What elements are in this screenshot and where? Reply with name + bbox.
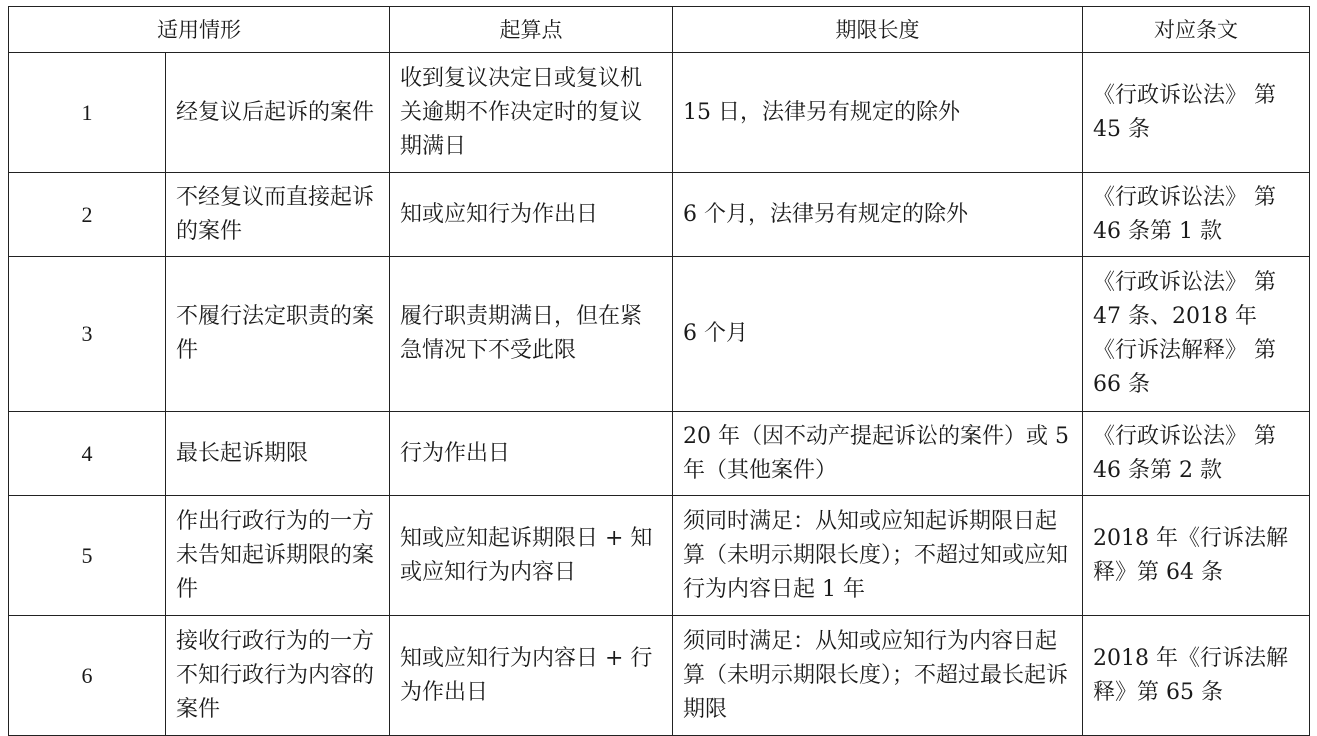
header-situation: 适用情形 <box>9 7 390 53</box>
table-row <box>9 616 1310 736</box>
row-situation: 接收行政行为的一方不知行政行为内容的案件 <box>166 616 390 736</box>
row-period-length: 须同时满足：从知或应知起诉期限日起算（未明示期限长度）；不超过知或应知行为内容日起 1 年 <box>673 496 1083 616</box>
row-article: 《行政诉讼法》 第 45 条 <box>1083 53 1310 173</box>
row-situation: 不履行法定职责的案件 <box>166 257 390 412</box>
row-situation: 最长起诉期限 <box>166 412 390 496</box>
table-header-row <box>9 7 1310 53</box>
row-period-length: 15 日，法律另有规定的除外 <box>673 53 1083 173</box>
header-period-length: 期限长度 <box>673 7 1083 53</box>
row-start-point: 知或应知行为内容日 + 行为作出日 <box>390 616 673 736</box>
row-number: 2 <box>9 173 166 257</box>
row-start-point: 收到复议决定日或复议机关逾期不作决定时的复议期满日 <box>390 53 673 173</box>
row-article: 《行政诉讼法》 第 46 条第 1 款 <box>1083 173 1310 257</box>
row-number: 5 <box>9 496 166 616</box>
limitation-period-table <box>8 6 1310 736</box>
row-start-point: 履行职责期满日，但在紧急情况下不受此限 <box>390 257 673 412</box>
row-situation: 不经复议而直接起诉的案件 <box>166 173 390 257</box>
row-situation: 经复议后起诉的案件 <box>166 53 390 173</box>
table-row <box>9 173 1310 257</box>
row-period-length: 6 个月，法律另有规定的除外 <box>673 173 1083 257</box>
row-article: 2018 年《行诉法解释》第 65 条 <box>1083 616 1310 736</box>
row-number: 6 <box>9 616 166 736</box>
row-article: 《行政诉讼法》 第 47 条、2018 年《行诉法解释》 第 66 条 <box>1083 257 1310 412</box>
header-start-point: 起算点 <box>390 7 673 53</box>
row-situation: 作出行政行为的一方未告知起诉期限的案件 <box>166 496 390 616</box>
row-start-point: 知或应知起诉期限日 + 知或应知行为内容日 <box>390 496 673 616</box>
row-period-length: 须同时满足：从知或应知行为内容日起算（未明示期限长度）；不超过最长起诉期限 <box>673 616 1083 736</box>
row-article: 2018 年《行诉法解释》第 64 条 <box>1083 496 1310 616</box>
table-row <box>9 496 1310 616</box>
row-period-length: 20 年（因不动产提起诉讼的案件）或 5 年（其他案件） <box>673 412 1083 496</box>
table-row <box>9 257 1310 412</box>
table-row <box>9 53 1310 173</box>
table-row <box>9 412 1310 496</box>
row-number: 4 <box>9 412 166 496</box>
header-article: 对应条文 <box>1083 7 1310 53</box>
row-period-length: 6 个月 <box>673 257 1083 412</box>
row-article: 《行政诉讼法》 第 46 条第 2 款 <box>1083 412 1310 496</box>
row-start-point: 知或应知行为作出日 <box>390 173 673 257</box>
row-number: 3 <box>9 257 166 412</box>
row-start-point: 行为作出日 <box>390 412 673 496</box>
row-number: 1 <box>9 53 166 173</box>
